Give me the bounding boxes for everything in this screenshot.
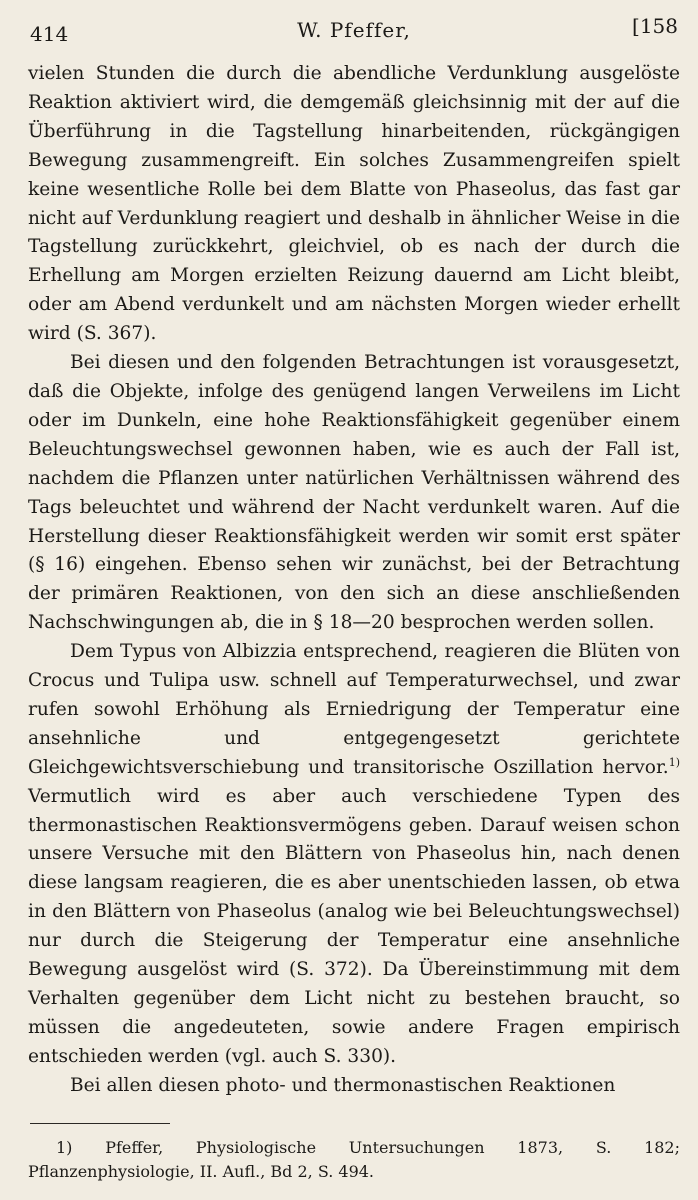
footnote-divider xyxy=(30,1123,170,1124)
footnote xyxy=(28,1136,680,1184)
paragraph-continued: vielen Stunden die durch die abendliche Verdunklung ausgelöste Reaktion aktiviert wird, die demgemäß gleichsinnig mit der auf die Überführung in die Tagstellung hinarbeitenden, rückgängigen Bewegung zusammengreift. Ein solches Zusammengreifen spielt keine wesentliche Rolle bei dem Blatte von Phaseolus, das fast gar nicht auf Verdunklung reagiert und deshalb in ähnlicher Weise in die Tagstellung zurückkehrt, gleichviel, ob es nach der durch die Erhellung am Morgen erzielten Reizung dauernd am Licht bleibt, oder am Abend verdunkelt und am nächsten Morgen wieder erhellt wird (S. 367). xyxy=(28,63,680,345)
paragraph-text: Dem Typus von Albizzia entsprechend, reagieren die Blüten von Crocus und Tulipa usw. schnell auf Temperaturwechsel, und zwar rufen sowohl Erhöhung als Erniedrigung der Temperatur eine ansehnliche und entgegengesetzt gerichtete Gleichgewichtsverschiebung und transitorische Oszillation hervor. xyxy=(28,641,680,778)
page-header xyxy=(28,12,680,46)
body-text xyxy=(28,60,680,1101)
footnote-mark: 1) xyxy=(56,1137,73,1157)
section-marker: [158 xyxy=(632,14,678,38)
footnote-text: Pfeffer, Physiologische Untersuchungen 1873, S. 182; Pflanzenphysiologie, II. Aufl., Bd 2, S. 494. xyxy=(28,1137,680,1181)
paragraph xyxy=(28,638,680,1072)
page-number: 414 xyxy=(30,22,69,46)
footnote-reference: 1) xyxy=(668,755,680,769)
paragraph-text: Vermutlich wird es aber auch verschiedene Typen des thermonastischen Reaktionsvermögens geben. Darauf weisen schon unsere Versuche mit den Blättern von Phaseolus hin, nach denen diese langsam reagieren, die es aber unentschieden lassen, ob etwa in den Blättern von Phaseolus (analog wie bei Beleuchtungswechsel) nur durch die Steigerung der Temperatur eine ansehnliche Bewegung ausgelöst wird (S. 372). Da Übereinstimmung mit dem Verhalten gegenüber dem Licht nicht zu bestehen braucht, so müssen die angedeuteten, sowie andere Fragen empirisch entschieden werden (vgl. auch S. 330). xyxy=(28,785,680,1067)
paragraph: Bei diesen und den folgenden Betrachtungen ist vorausgesetzt, daß die Objekte, infolge des genügend langen Verweilens im Licht oder im Dunkeln, eine hohe Reaktionsfähigkeit gegenüber einem Beleuchtungswechsel gewonnen haben, wie es auch der Fall ist, nachdem die Pflanzen unter natürlichen Verhältnissen während des Tags beleuchtet und während der Nacht verdunkelt waren. Auf die Herstellung dieser Reaktionsfähigkeit werden wir somit erst später (§ 16) eingehen. Ebenso sehen wir zunächst, bei der Betrachtung der primären Reaktionen, von den sich an diese anschließenden Nachschwingungen ab, die in § 18—20 besprochen werden sollen. xyxy=(28,352,680,634)
running-title: W. Pfeffer, xyxy=(297,18,411,42)
paragraph: Bei allen diesen photo- und thermonastischen Reaktionen xyxy=(70,1074,616,1096)
